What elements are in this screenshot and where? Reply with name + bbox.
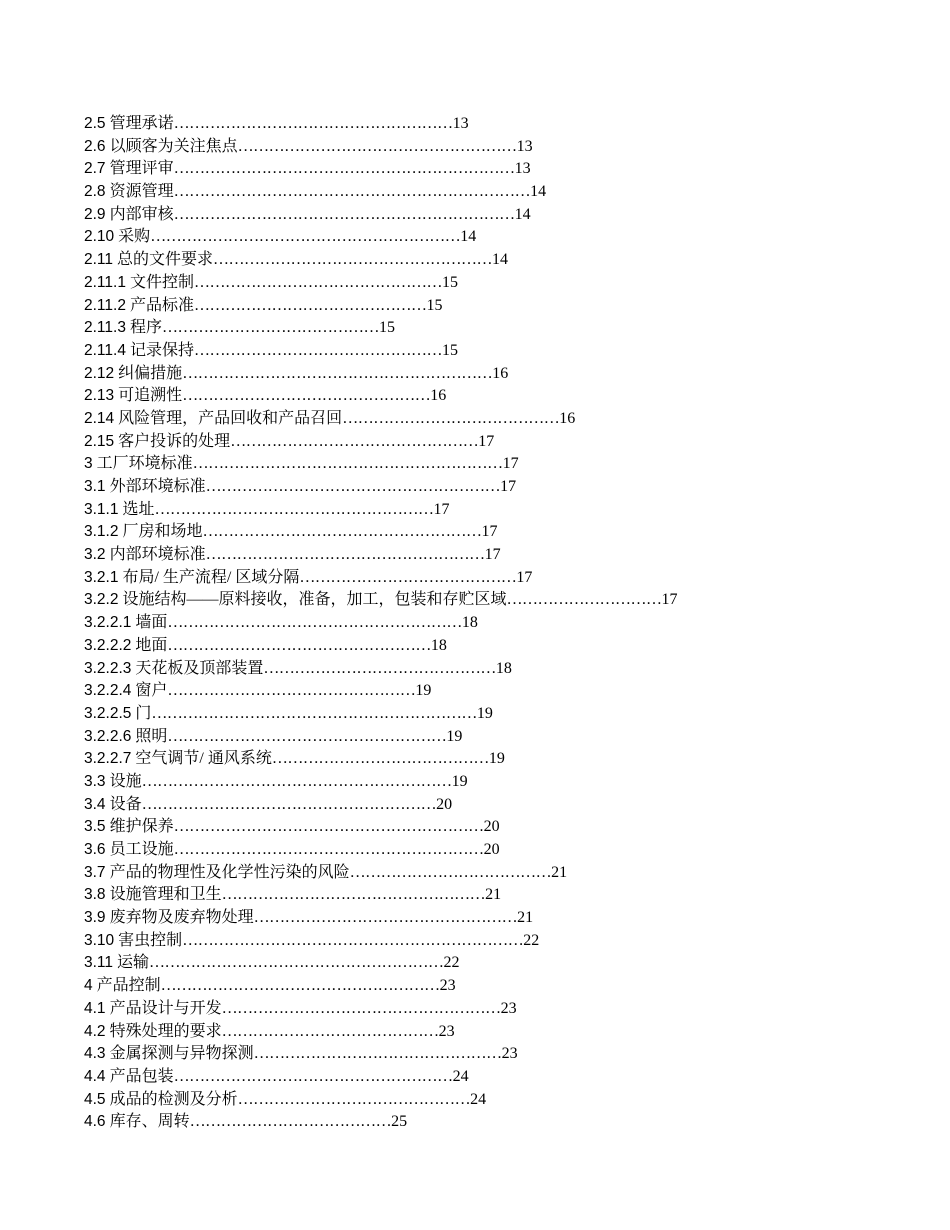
toc-entry-page: 22 [523,931,540,949]
toc-entry-page: 17 [500,478,517,495]
toc-entry-title: 内部环境标准 [109,546,206,564]
toc-entry-number: 2.9 [84,205,106,223]
toc-entry-number: 2.11.3 [84,319,126,337]
toc-entry-number: 3.2.2.3 [84,659,132,677]
toc-leader-dots: …………………………………………… [253,909,518,927]
toc-entry-page: 23 [500,999,517,1017]
toc-entry-number: 2.11 [84,251,114,269]
toc-entry-page: 17 [433,500,450,518]
toc-entry-page: 16 [492,364,509,382]
toc-entry-title: 产品包装 [109,1067,174,1085]
toc-entry[interactable] [84,748,924,771]
toc-entry[interactable] [84,408,924,431]
toc-entry-page: 20 [483,841,500,858]
toc-entry[interactable] [84,635,924,658]
toc-entry[interactable] [84,226,924,249]
toc-entry-page: 18 [461,614,478,632]
toc-entry-page: 15 [441,273,458,291]
toc-leader-dots: ……………………………………………… [221,999,501,1017]
toc-entry-title: 厂房和场地 [122,523,203,541]
toc-entry-page: 19 [476,704,493,722]
toc-entry[interactable] [84,204,924,227]
toc-entry[interactable] [84,1111,924,1134]
toc-entry-page: 25 [391,1113,408,1131]
toc-leader-dots: ………………………………… [349,863,552,881]
toc-entry-number: 3.2.2.1 [84,614,132,632]
toc-entry-number: 3.3 [84,772,106,790]
toc-entry-title: 产品标准 [129,296,194,314]
toc-entry-page: 13 [516,137,533,155]
toc-entry[interactable] [84,181,924,204]
toc-entry[interactable] [84,431,924,454]
toc-leader-dots: ………………………………………………… [205,478,501,495]
toc-entry-title: 采购 [118,228,151,246]
toc-entry-title: 特殊处理的要求 [109,1022,222,1040]
toc-entry[interactable] [84,862,924,885]
toc-entry[interactable] [84,363,924,386]
toc-entry-page: 21 [517,909,534,927]
toc-entry-number: 2.5 [84,115,106,132]
toc-entry-page: 24 [470,1090,487,1108]
toc-leader-dots: …………………………………………………… [141,772,452,790]
toc-leader-dots: …………………………………………… [167,636,431,654]
toc-entry-number: 4.2 [84,1022,106,1040]
toc-entry-page: 13 [452,115,469,132]
toc-entry[interactable] [84,975,924,998]
toc-leader-dots: …………………………………… [342,409,560,427]
toc-entry-title: 管理评审 [109,160,174,178]
toc-entry-number: 4.5 [84,1090,106,1108]
toc-entry-page: 14 [460,228,477,246]
toc-entry-page: 17 [516,568,533,586]
toc-entry-title: 门 [135,704,152,722]
toc-entry[interactable] [84,703,924,726]
toc-leader-dots: ……………………………………… [193,296,427,314]
toc-entry-page: 21 [485,886,502,904]
toc-entry-page: 15 [426,296,443,314]
toc-leader-dots: …………………………………………………… [150,228,461,246]
toc-entry-page: 19 [446,727,463,745]
toc-entry[interactable] [84,567,924,590]
toc-entry-title: 天花板及顶部装置 [135,659,264,677]
toc-entry-title: 工厂环境标准 [96,455,193,473]
toc-leader-dots: ……………………………………………… [173,115,453,132]
toc-leader-dots: ………………………………………… [193,341,442,359]
toc-leader-dots: ………………………………………… [193,273,442,291]
toc-entry[interactable] [84,340,924,363]
toc-entry-title: 选址 [122,500,155,518]
toc-entry[interactable] [84,952,924,975]
toc-entry-number: 3.2.1 [84,568,119,586]
toc-entry-title: 维护保养 [109,818,174,836]
toc-entry-number: 2.13 [84,387,115,405]
toc-entry-title: 内部审核 [109,205,174,223]
toc-entry-number: 2.7 [84,160,106,178]
toc-leader-dots: ………………………………………… [230,432,479,450]
toc-leader-dots: ……………………………………………… [173,1067,453,1085]
toc-entry-page: 24 [452,1067,469,1085]
toc-entry[interactable] [84,589,924,612]
toc-entry-number: 2.6 [84,137,106,155]
toc-entry-title: 害虫控制 [118,931,183,949]
toc-entry-number: 3 [84,455,93,473]
toc-entry-title: 客户投诉的处理 [118,432,231,450]
toc-entry[interactable] [84,499,924,522]
toc-leader-dots: …………………………………………………………… [173,183,531,201]
toc-leader-dots: ……………………………………… [263,659,496,677]
toc-leader-dots: ……………………………………………… [205,546,485,564]
toc-leader-dots: ………………………………………… [253,1045,502,1063]
toc-entry-number: 3.5 [84,818,106,836]
toc-entry[interactable] [84,1021,924,1044]
toc-entry-title: 文件控制 [129,273,194,291]
toc-entry-number: 3.1.2 [84,523,119,541]
toc-entry-title: 窗户 [135,682,168,700]
toc-entry-page: 20 [436,795,453,813]
toc-entry-number: 3.1.1 [84,500,119,518]
toc-leader-dots: ………………………………………………… [149,954,444,972]
toc-entry-page: 23 [439,977,456,995]
toc-entry-number: 3.11 [84,954,114,972]
toc-entry-title: 空气调节/ 通风系统 [135,750,272,768]
toc-entry-number: 2.15 [84,432,115,450]
toc-entry-title: 风险管理，产品回收和产品召回 [118,409,343,427]
toc-leader-dots: …………………………………… [221,1022,439,1040]
toc-entry[interactable] [84,930,924,953]
toc-entry-page: 18 [430,636,447,654]
toc-entry[interactable] [84,295,924,318]
toc-entry-title: 成品的检测及分析 [109,1090,238,1108]
toc-entry-title: 废弃物及废弃物处理 [109,909,254,927]
toc-entry-title: 地面 [135,636,168,654]
toc-entry-title: 金属探测与异物探测 [109,1045,254,1063]
toc-leader-dots: …………………………………………………… [173,818,484,836]
toc-entry[interactable] [84,884,924,907]
toc-entry[interactable] [84,1066,924,1089]
toc-leader-dots: ………………………………………………………… [173,160,515,178]
toc-entry-page: 13 [514,160,531,178]
toc-entry-number: 3.2.2.6 [84,727,132,745]
toc-entry-number: 3.10 [84,931,115,949]
toc-entry[interactable] [84,1089,924,1112]
toc-entry-page: 21 [551,863,568,881]
toc-leader-dots: ………………………………… [189,1113,392,1131]
toc-entry[interactable] [84,113,924,136]
toc-entry-title: 产品的物理性及化学性污染的风险 [109,863,350,881]
toc-leader-dots: ………………………………………… [167,682,416,700]
toc-entry[interactable] [84,544,924,567]
toc-entry-number: 2.14 [84,409,115,427]
toc-leader-dots: …………………………………… [299,568,517,586]
toc-entry-page: 14 [492,251,509,269]
toc-entry-title: 设备 [109,795,142,813]
toc-entry-number: 3.8 [84,886,106,904]
toc-leader-dots: ……………………………………………………… [151,704,477,722]
toc-entry-title: 产品控制 [96,977,161,995]
toc-entry[interactable] [84,136,924,159]
toc-entry-title: 照明 [135,727,168,745]
toc-entry-page: 23 [501,1045,518,1063]
toc-entry[interactable] [84,1043,924,1066]
toc-entry-title: 总的文件要求 [117,251,214,269]
toc-leader-dots: ………………………………………………………… [173,205,515,223]
toc-leader-dots: ………………………… [506,591,662,609]
toc-entry-title: 外部环境标准 [109,478,206,495]
toc-leader-dots: ……………………………………………… [154,500,434,518]
toc-entry-number: 3.2.2.5 [84,704,132,722]
toc-entry-number: 3.2.2 [84,591,119,609]
toc-entry[interactable] [84,612,924,635]
toc-entry-title: 程序 [129,319,162,337]
toc-entry-page: 17 [661,591,678,609]
toc-entry-number: 3.4 [84,795,106,813]
toc-entry-number: 2.8 [84,183,106,201]
toc-leader-dots: …………………………………………………… [192,455,503,473]
toc-entry[interactable] [84,158,924,181]
toc-entry[interactable] [84,476,924,499]
toc-entry-number: 3.2.2.7 [84,750,132,768]
toc-entry-number: 4 [84,977,93,995]
toc-leader-dots: …………………………………… [271,750,489,768]
toc-entry-title: 产品设计与开发 [109,999,222,1017]
toc-entry-number: 4.1 [84,999,106,1017]
toc-entry-number: 2.11.1 [84,273,126,291]
toc-entry-title: 设施结构——原料接收，准备，加工，包装和存贮区域 [122,591,507,609]
toc-entry[interactable] [84,385,924,408]
toc-entry[interactable] [84,839,924,862]
toc-entry-page: 19 [415,682,432,700]
toc-entry-page: 17 [502,455,519,473]
toc-entry-title: 布局/ 生产流程/ 区域分隔 [122,568,300,586]
toc-leader-dots: …………………………………… [161,319,379,337]
toc-entry-number: 3.7 [84,863,106,881]
toc-leader-dots: ………………………………………………… [167,614,462,632]
toc-entry[interactable] [84,771,924,794]
toc-entry-page: 23 [438,1022,455,1040]
toc-entry-page: 17 [481,523,498,541]
toc-entry-page: 19 [488,750,505,768]
toc-entry[interactable] [84,521,924,544]
toc-leader-dots: ……………………………………………… [213,251,493,269]
toc-entry-title: 管理承诺 [109,115,174,132]
toc-entry-number: 3.6 [84,841,106,858]
toc-entry-number: 2.12 [84,364,115,382]
toc-entry-number: 4.3 [84,1045,106,1063]
toc-entry-number: 4.4 [84,1067,106,1085]
toc-leader-dots: ………………………………………… [182,387,431,405]
toc-entry-title: 员工设施 [109,841,174,858]
toc-entry-page: 20 [483,818,500,836]
toc-entry-number: 3.2 [84,546,106,564]
toc-leader-dots: …………………………………………………… [182,364,493,382]
toc-entry-title: 库存、周转 [109,1113,190,1131]
toc-entry-page: 14 [514,205,531,223]
toc-entry-number: 2.11.2 [84,296,126,314]
toc-entry-number: 3.1 [84,478,106,495]
toc-entry-page: 19 [451,772,468,790]
toc-entry[interactable] [84,317,924,340]
toc-entry-number: 3.2.2.2 [84,636,132,654]
toc-leader-dots: ……………………………………………… [160,977,440,995]
toc-entry-title: 资源管理 [109,183,174,201]
toc-leader-dots: ……………………………………………… [167,727,447,745]
toc-leader-dots: ………………………………………………………… [182,931,524,949]
toc-entry[interactable] [84,658,924,681]
toc-entry-title: 设施管理和卫生 [109,886,222,904]
toc-leader-dots: ……………………………………… [237,1090,471,1108]
toc-entry-title: 可追溯性 [118,387,183,405]
toc-leader-dots: ………………………………………………… [141,795,437,813]
toc-entry-page: 17 [478,432,495,450]
toc-entry[interactable] [84,907,924,930]
toc-leader-dots: ……………………………………………… [237,137,517,155]
toc-entry[interactable] [84,453,924,476]
toc-leader-dots: …………………………………………………… [173,841,484,858]
toc-entry-page: 22 [443,954,460,972]
toc-entry[interactable] [84,816,924,839]
toc-leader-dots: ……………………………………………… [202,523,482,541]
toc-entry-title: 运输 [117,954,150,972]
toc-entry-page: 14 [530,183,547,201]
toc-entry-page: 15 [378,319,395,337]
toc-entry-page: 17 [484,546,501,564]
toc-entry-number: 4.6 [84,1113,106,1131]
toc-entry[interactable] [84,272,924,295]
toc-entry[interactable] [84,998,924,1021]
toc-entry-number: 2.10 [84,228,115,246]
toc-entry-page: 16 [430,387,447,405]
toc-entry-title: 墙面 [135,614,168,632]
toc-entry-number: 2.11.4 [84,341,126,359]
toc-entry-title: 纠偏措施 [118,364,183,382]
table-of-contents [84,113,924,1134]
toc-entry[interactable] [84,680,924,703]
toc-entry-page: 18 [495,659,512,677]
toc-entry-title: 设施 [109,772,142,790]
toc-entry-number: 3.2.2.4 [84,682,132,700]
toc-entry-page: 15 [441,341,458,359]
toc-entry-number: 3.9 [84,909,106,927]
toc-entry[interactable] [84,726,924,749]
toc-entry-title: 以顾客为关注焦点 [109,137,238,155]
toc-leader-dots: …………………………………………… [221,886,486,904]
toc-entry[interactable] [84,249,924,272]
toc-entry-title: 记录保持 [129,341,194,359]
toc-entry[interactable] [84,794,924,817]
toc-entry-page: 16 [559,409,576,427]
